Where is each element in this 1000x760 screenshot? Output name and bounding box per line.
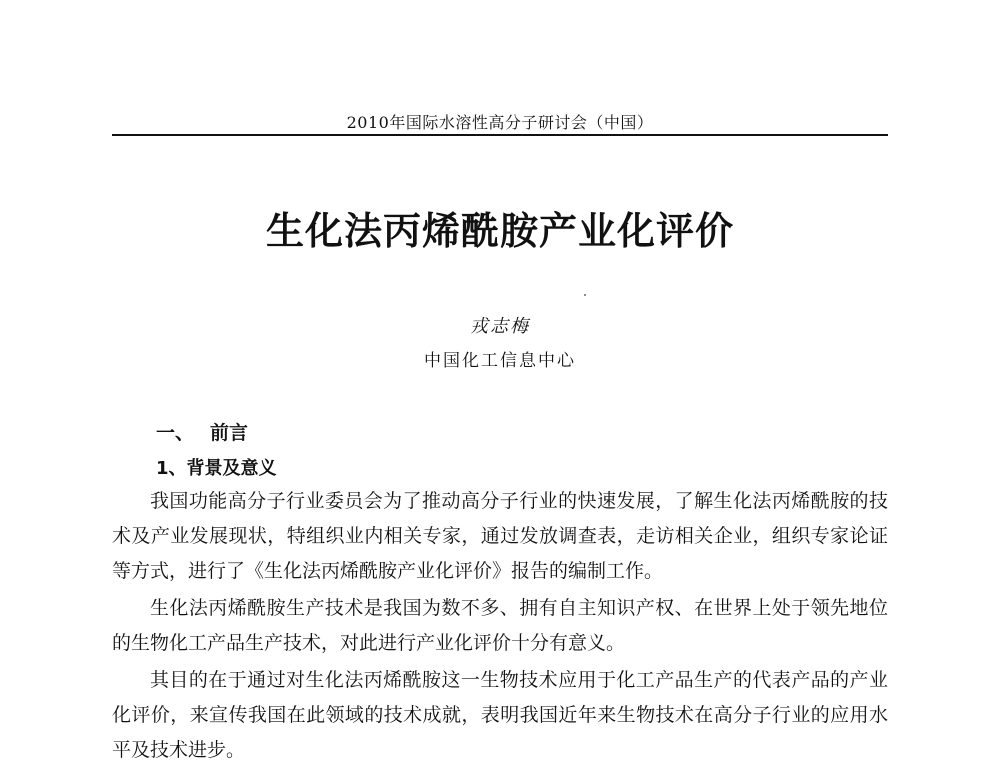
- header-rule: [112, 134, 888, 136]
- author-affiliation: 中国化工信息中心: [424, 351, 576, 371]
- section-title: 前言: [210, 422, 249, 444]
- body-paragraph: 我国功能高分子行业委员会为了推动高分子行业的快速发展，了解生化法丙烯酰胺的技术及产业发展现状，特组织业内相关专家，通过发放调查表，走访相关企业，组织专家论证等方式，进行了《生化法丙烯酰胺产业化评价》报告的编制工作。: [112, 490, 888, 582]
- scan-speck: [584, 294, 586, 296]
- body-paragraph: 生化法丙烯酰胺生产技术是我国为数不多、拥有自主知识产权、在世界上处于领先地位的生物化工产品生产技术，对此进行产业化评价十分有意义。: [112, 597, 888, 654]
- document-title: 生化法丙烯酰胺产业化评价: [265, 209, 734, 253]
- author-name: 戎志梅: [470, 316, 530, 337]
- section-heading: [156, 418, 248, 445]
- subsection-heading: 1、背景及意义: [156, 458, 277, 479]
- running-header: 2010年国际水溶性高分子研讨会（中国）: [346, 113, 654, 132]
- body-paragraph: 其目的在于通过对生化法丙烯酰胺这一生物技术应用于化工产品生产的代表产品的产业化评价，来宣传我国在此领域的技术成就，表明我国近年来生物技术在高分子行业的应用水平及技术进步。: [112, 669, 888, 760]
- section-number: 一、: [156, 422, 195, 444]
